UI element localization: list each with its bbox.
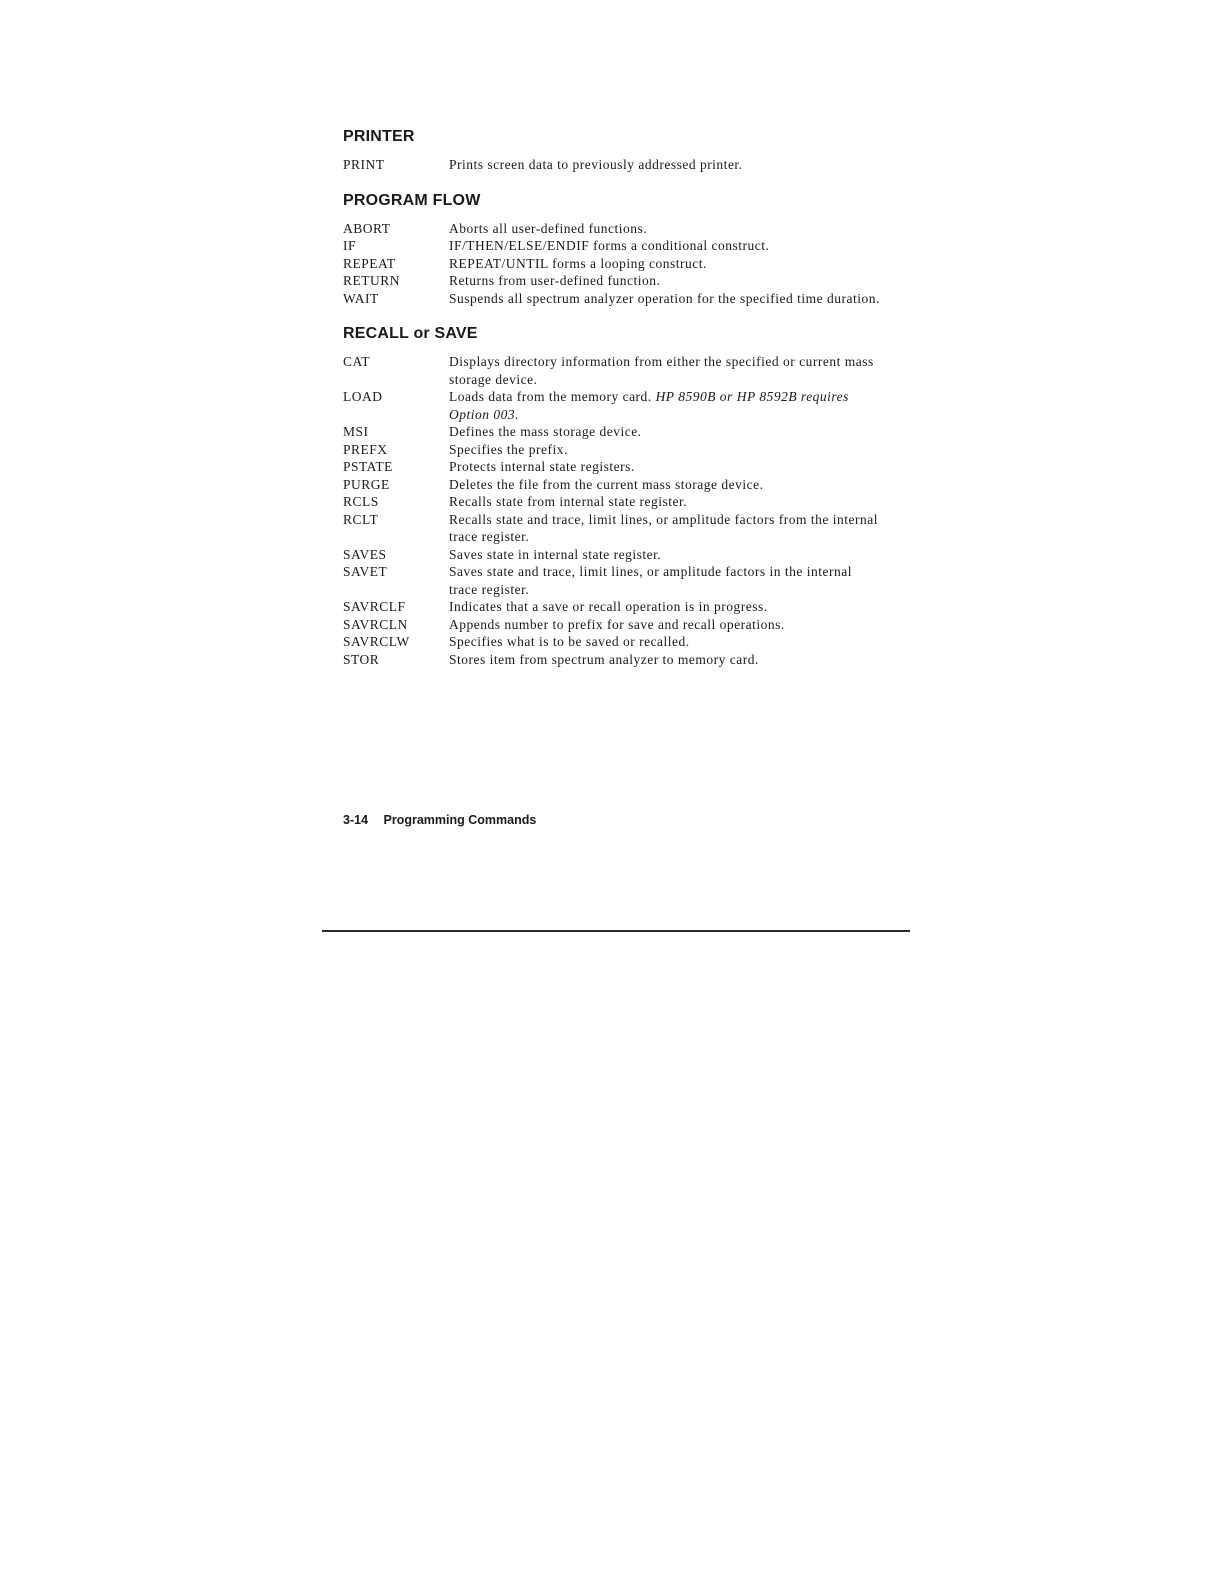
command-name: PURGE: [343, 476, 390, 492]
command-name: IF: [343, 238, 357, 253]
section-title: PROGRAM FLOW: [343, 191, 481, 209]
section-recall-or-save: [343, 325, 883, 668]
command-description: Recalls state from internal state register.: [449, 494, 688, 509]
command-name: PREFX: [343, 441, 388, 457]
command-row: [343, 598, 883, 616]
command-name: SAVRCLW: [343, 634, 410, 649]
command-description: IF/THEN/ELSE/ENDIF forms a conditional construct.: [449, 238, 770, 253]
command-description: Defines the mass storage device.: [449, 424, 642, 439]
command-description: Suspends all spectrum analyzer operation for the specified time duration.: [449, 290, 880, 306]
command-row: [343, 237, 883, 255]
command-name: RCLS: [343, 494, 379, 509]
command-row: [343, 511, 883, 546]
command-description: Saves state in internal state register.: [449, 546, 662, 562]
command-description: Specifies what is to be saved or recalled.: [449, 634, 690, 649]
command-row: [343, 563, 883, 598]
command-name: SAVRCLF: [343, 599, 406, 614]
command-name: SAVET: [343, 564, 388, 579]
command-description: [449, 388, 883, 423]
command-row: [343, 633, 883, 651]
page-number: 3-14: [343, 813, 369, 827]
command-name: RETURN: [343, 273, 400, 288]
command-description: Appends number to prefix for save and recall operations.: [449, 616, 785, 632]
command-description: Aborts all user-defined functions.: [449, 220, 648, 236]
command-description: Stores item from spectrum analyzer to memory card.: [449, 651, 759, 667]
command-description: Deletes the file from the current mass storage device.: [449, 476, 764, 492]
command-row: [343, 353, 883, 388]
command-row: [343, 272, 883, 290]
command-description: Displays directory information from either the specified or current mass storage device.: [449, 354, 874, 387]
command-row: [343, 493, 883, 511]
command-name: PSTATE: [343, 459, 393, 474]
command-name: ABORT: [343, 220, 391, 236]
command-row: [343, 458, 883, 476]
command-name: SAVRCLN: [343, 616, 408, 632]
section-title: RECALL or SAVE: [343, 325, 478, 342]
command-description: REPEAT/UNTIL forms a looping construct.: [449, 255, 707, 271]
command-row: [343, 651, 883, 669]
command-row: [343, 423, 883, 441]
command-description: Indicates that a save or recall operation is in progress.: [449, 599, 768, 614]
command-row: [343, 616, 883, 634]
command-description: Recalls state and trace, limit lines, or amplitude factors from the internal trace register.: [449, 511, 878, 544]
page-footer: [343, 813, 536, 827]
command-name: LOAD: [343, 389, 383, 404]
command-name: CAT: [343, 354, 371, 369]
section-title: PRINTER: [343, 128, 415, 145]
section-program-flow: [343, 192, 883, 308]
page-divider: [322, 930, 910, 932]
command-description: Returns from user-defined function.: [449, 273, 661, 288]
command-description-note: HP 8590B or HP 8592B requires Option 003.: [449, 389, 849, 422]
command-description: Prints screen data to previously addressed printer.: [449, 157, 743, 172]
command-name: REPEAT: [343, 255, 396, 271]
chapter-title: Programming Commands: [383, 813, 537, 827]
command-description-text: Loads data from the memory card.: [449, 389, 652, 404]
command-row: [343, 290, 883, 308]
command-name: SAVES: [343, 546, 387, 562]
command-row: [343, 388, 883, 423]
command-description: Specifies the prefix.: [449, 441, 568, 457]
command-name: WAIT: [343, 290, 379, 306]
command-description: Protects internal state registers.: [449, 459, 635, 474]
section-printer: [343, 128, 883, 174]
command-name: MSI: [343, 424, 369, 439]
command-row: [343, 546, 883, 564]
command-row: [343, 255, 883, 273]
command-name: RCLT: [343, 511, 379, 527]
command-name: STOR: [343, 651, 380, 667]
command-name: PRINT: [343, 157, 385, 172]
command-row: [343, 476, 883, 494]
command-row: [343, 441, 883, 459]
command-description: Saves state and trace, limit lines, or amplitude factors in the internal trace register.: [449, 564, 853, 597]
command-row: [343, 156, 883, 174]
page-content: [343, 128, 883, 686]
command-row: [343, 220, 883, 238]
